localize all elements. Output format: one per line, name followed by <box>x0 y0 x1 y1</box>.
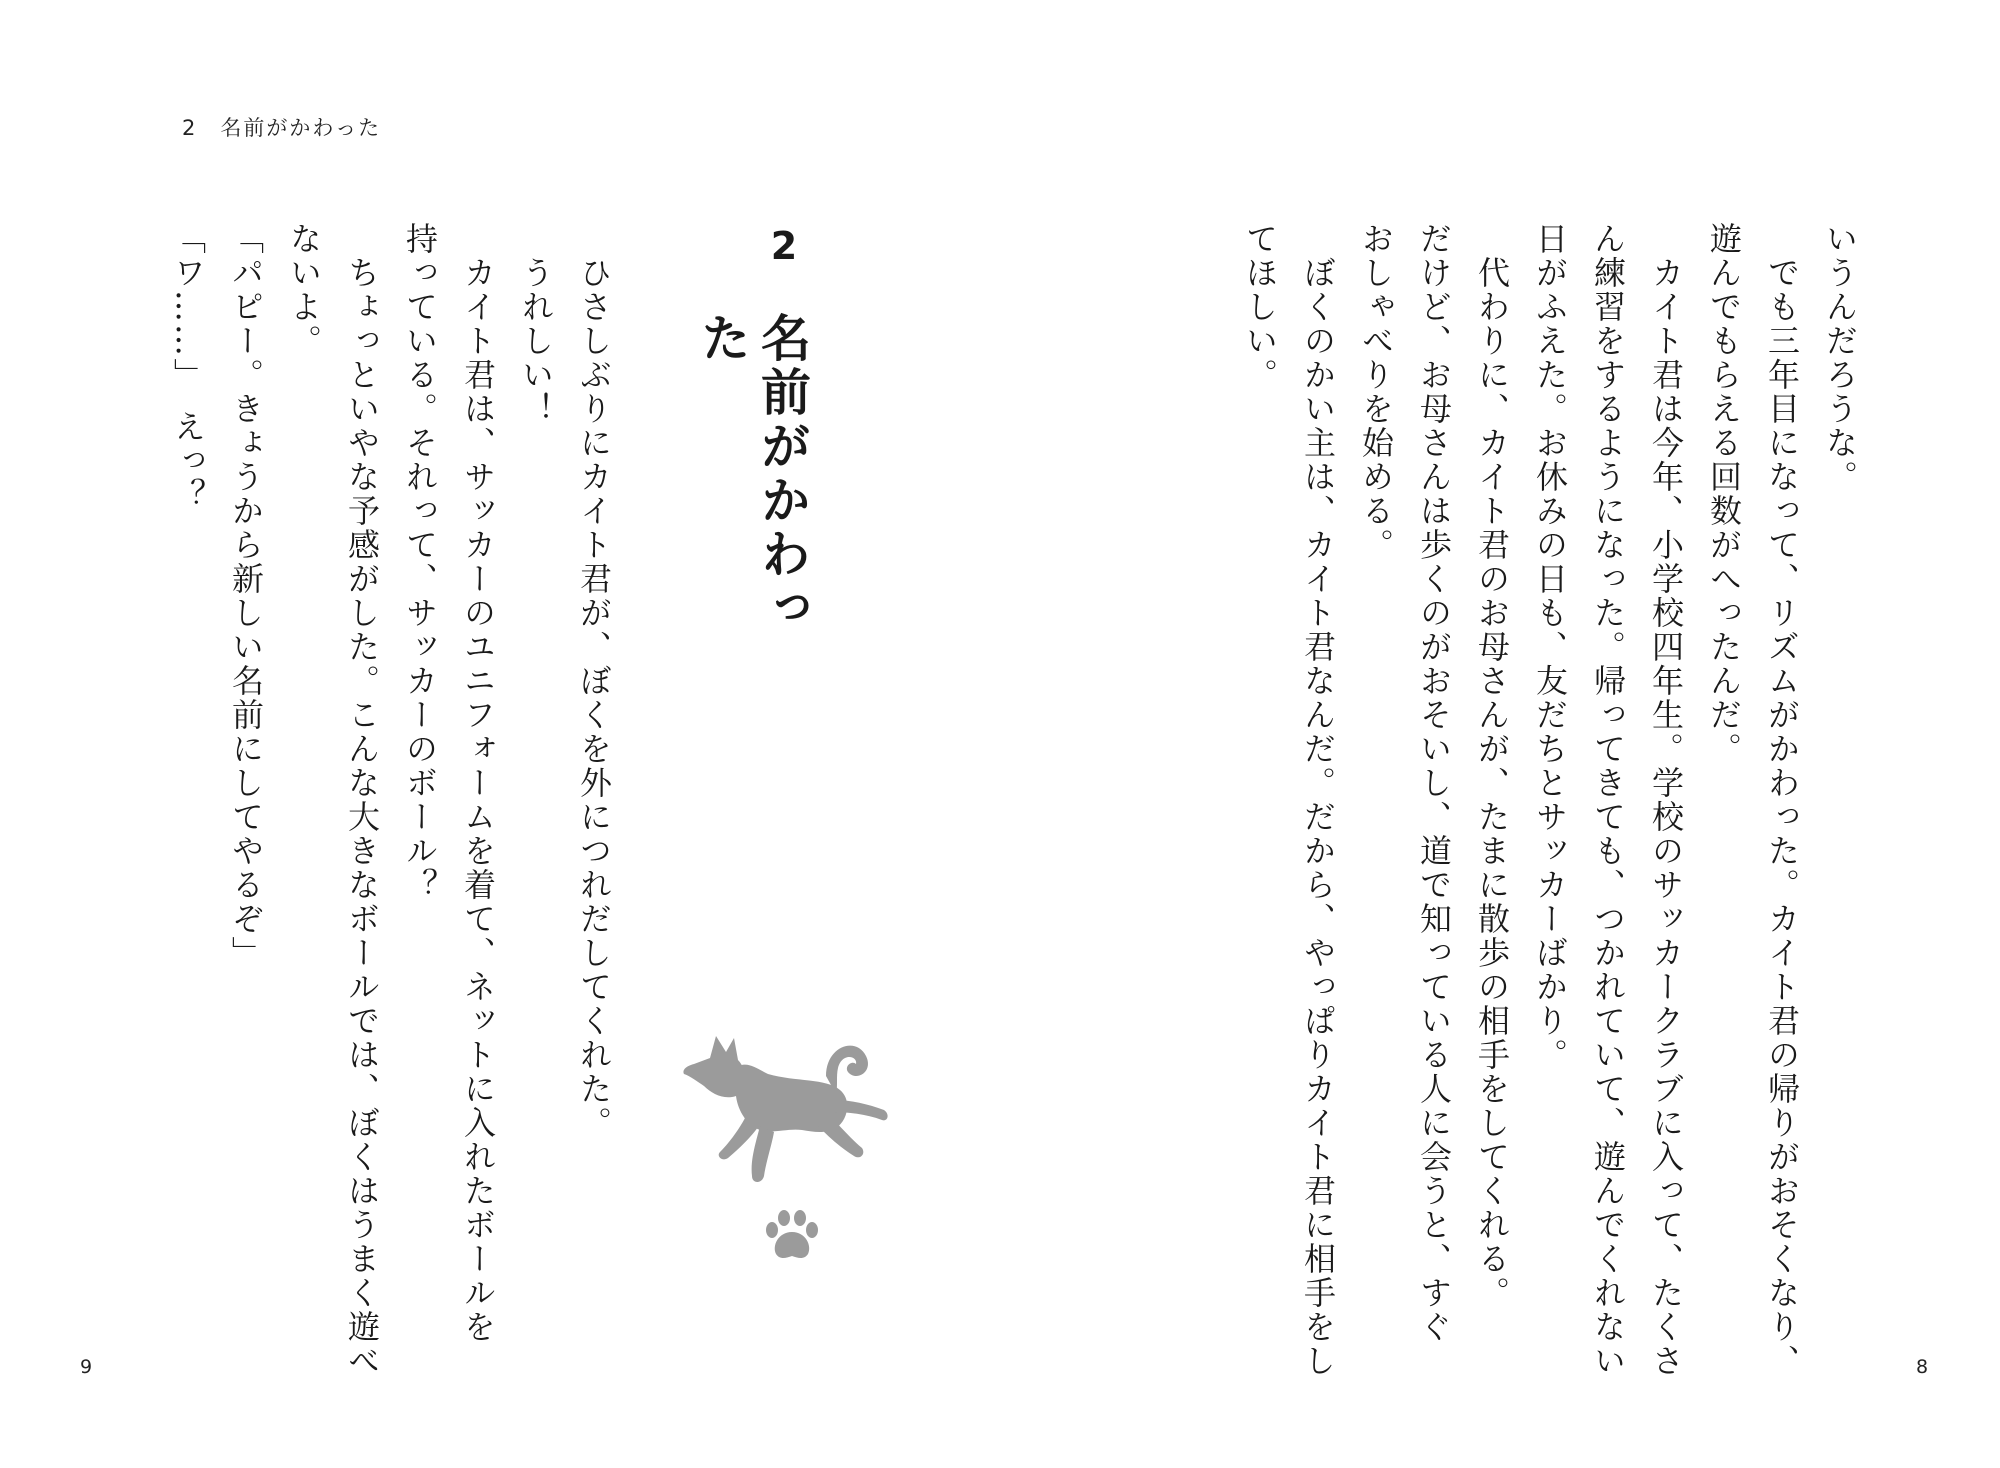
running-head: 2 名前がかわった <box>182 116 382 140</box>
left-page-line-3: カイト君は、サッカーのユニフォームを着て、ネットに入れたボールを <box>459 222 497 1344</box>
right-page-line-8: だけど、お母さんは歩くのがおそいし、道で知っている人に会うと、すぐ <box>1415 222 1453 1344</box>
right-page-line-3: 遊んでもらえる回数がへったんだ。 <box>1705 222 1743 766</box>
paw-print-icon <box>762 1206 822 1262</box>
right-page-line-1: いうんだろうな。 <box>1821 222 1859 494</box>
left-page-line-5: ちょっといやな予感がした。こんな大きなボールでは、ぼくはうまく遊べ <box>343 222 381 1378</box>
running-dog-icon <box>676 1016 900 1192</box>
page-number-right: 8 <box>1916 1356 1929 1378</box>
right-page-line-2: でも三年目になって、リズムがかわった。カイト君の帰りがおそくなり、 <box>1763 222 1801 1378</box>
chapter-number: 2 <box>770 224 798 268</box>
left-page-line-2: うれしい！ <box>517 222 555 426</box>
right-page-line-7: 代わりに、カイト君のお母さんが、たまに散歩の相手をしてくれる。 <box>1473 222 1511 1310</box>
page-number-left: 9 <box>80 1356 93 1378</box>
left-page-line-1: ひさしぶりにカイト君が、ぼくを外につれだしてくれた。 <box>575 222 613 1140</box>
left-page-line-7: 「パピー。きょうから新しい名前にしてやるぞ」 <box>227 222 265 970</box>
right-page-line-9: おしゃべりを始める。 <box>1357 222 1395 562</box>
right-page-line-6: 日がふえた。お休みの日も、友だちとサッカーばかり。 <box>1531 222 1569 1072</box>
left-page-line-6: ないよ。 <box>285 222 323 358</box>
right-page-line-11: てほしい。 <box>1241 222 1279 392</box>
left-page-line-8: 「ワ……」 えっ？ <box>169 222 207 512</box>
right-page-line-4: カイト君は今年、小学校四年生。学校のサッカークラブに入って、たくさ <box>1647 222 1685 1378</box>
chapter-title: 名前がかわった <box>693 312 811 636</box>
right-page-line-5: ん練習をするようになった。帰ってきても、つかれていて、遊んでくれない <box>1589 222 1627 1378</box>
right-page-line-10: ぼくのかい主は、カイト君なんだ。だから、やっぱりカイト君に相手をし <box>1299 222 1337 1378</box>
left-page-line-4: 持っている。それって、サッカーのボール？ <box>401 222 439 902</box>
